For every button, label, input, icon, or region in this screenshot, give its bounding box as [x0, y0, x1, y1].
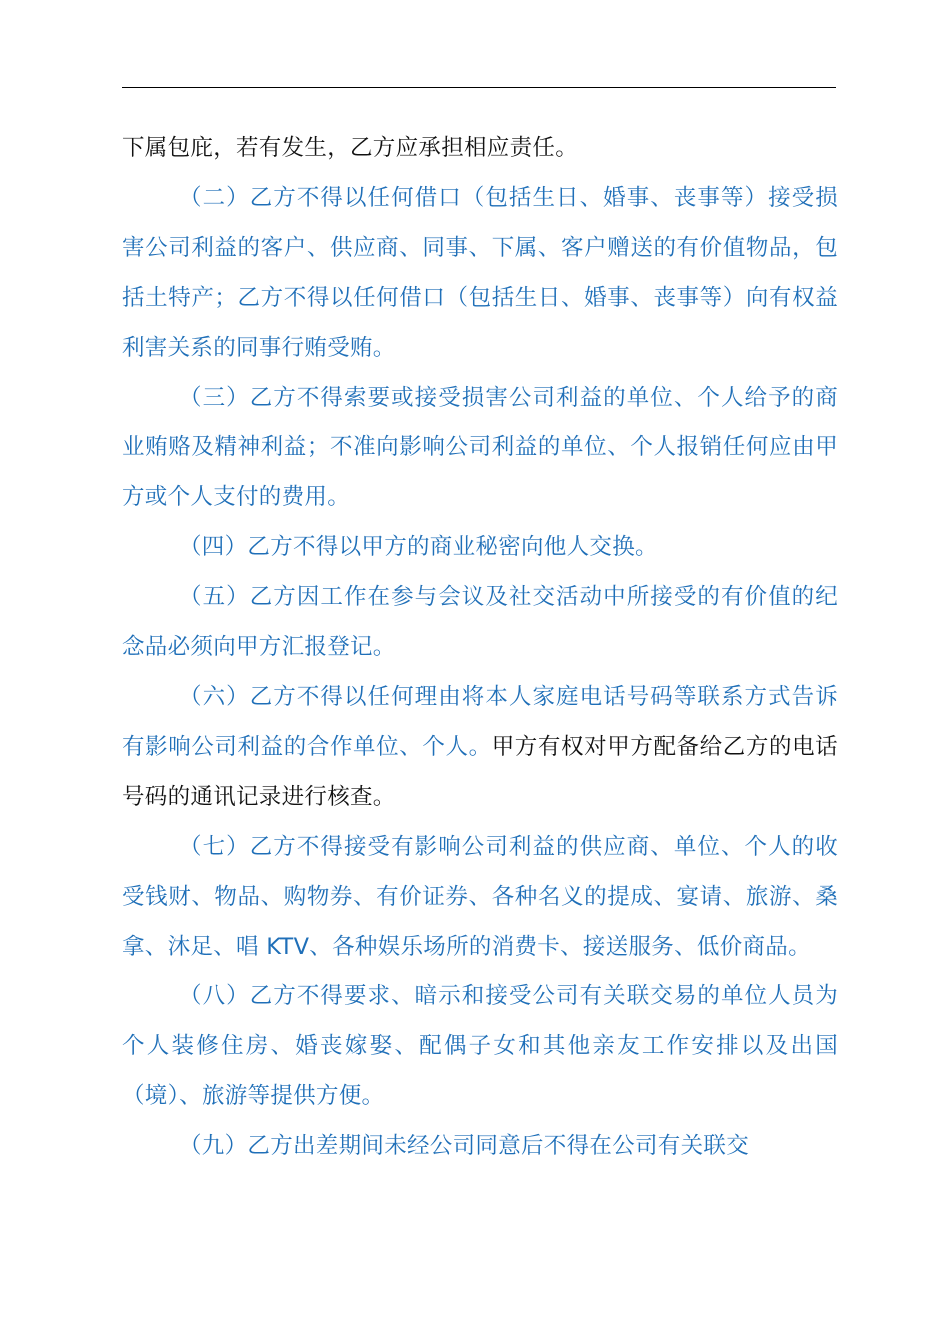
- paragraph-text: （七）乙方不得接受有影响公司利益的供应商、单位、个人的收受钱财、物品、购物券、有价证券、各种名义的提成、宴请、旅游、桑拿、沐足、唱 KTV、各种娱乐场所的消费卡、接送服务、低价商品。: [122, 833, 838, 960]
- paragraph-item-8: [122, 972, 838, 1122]
- document-body: [122, 124, 838, 1172]
- paragraph-item-9: [122, 1122, 838, 1172]
- paragraph-item-5: [122, 573, 838, 673]
- paragraph-text: （二）乙方不得以任何借口（包括生日、婚事、丧事等）接受损害公司利益的客户、供应商、同事、下属、客户赠送的有价值物品，包括土特产；乙方不得以任何借口（包括生日、婚事、丧事等）向有权益利害关系的同事行贿受贿。: [122, 184, 838, 361]
- paragraph-text: 下属包庇，若有发生，乙方应承担相应责任。: [122, 135, 579, 161]
- paragraph-text: （八）乙方不得要求、暗示和接受公司有关联交易的单位人员为个人装修住房、婚丧嫁娶、配偶子女和其他亲友工作安排以及出国（境）、旅游等提供方便。: [122, 983, 838, 1110]
- paragraph-item-3: [122, 374, 838, 524]
- paragraph-item-4: [122, 523, 838, 573]
- paragraph-text: （三）乙方不得索要或接受损害公司利益的单位、个人给予的商业贿赂及精神利益；不准向影响公司利益的单位、个人报销任何应由甲方或个人支付的费用。: [122, 384, 838, 511]
- paragraph-text-black: 甲方有权对甲方配备给乙方的电话号码的通讯记录进行核查。: [122, 733, 838, 810]
- paragraph-text: （五）乙方因工作在参与会议及社交活动中所接受的有价值的纪念品必须向甲方汇报登记。: [122, 584, 838, 661]
- paragraph-item-2: [122, 174, 838, 374]
- paragraph-item-6: [122, 673, 838, 823]
- paragraph-text: （六）乙方不得以任何理由将本人家庭电话号码等联系方式告诉有影响公司利益的合作单位、个人。: [122, 683, 838, 760]
- paragraph-item-7: [122, 823, 838, 973]
- paragraph-continuation: [122, 124, 838, 174]
- paragraph-text: （九）乙方出差期间未经公司同意后不得在公司有关联交: [179, 1133, 750, 1160]
- header-rule: [122, 87, 836, 88]
- paragraph-text: （四）乙方不得以甲方的商业秘密向他人交换。: [179, 534, 658, 561]
